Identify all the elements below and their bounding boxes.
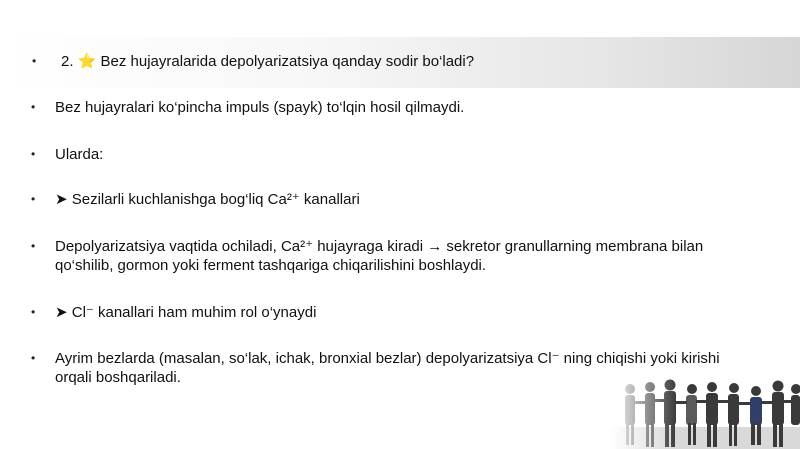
slide-title: 2. ⭐ Bez hujayralarida depolyarizatsiya qanday sodir bo‘ladi?	[61, 53, 475, 70]
bullet-dot: •	[31, 305, 36, 319]
list-item-text: Depolyarizatsiya vaqtida ochiladi, Ca²⁺ hujayraga kiradi → sekretor granullarning membrana bilan qo‘shilib, gormon yoki ferment tashqariga chiqarilishini boshlaydi.	[55, 238, 704, 274]
people-silhouettes-icon	[610, 369, 800, 449]
bullet-dot: •	[31, 192, 36, 206]
list-item-text: ➤ Cl⁻ kanallari ham muhim rol o‘ynaydi	[55, 304, 317, 321]
list-item-text: Ayrim bezlarda (masalan, so‘lak, ichak, bronxial bezlar) depolyarizatsiya Cl⁻ ning chiqishi yoki kirishi orqali boshqariladi.	[55, 350, 720, 386]
list-item-text: ➤ Sezilarli kuchlanishga bog‘liq Ca²⁺ kanallari	[55, 191, 360, 208]
bullet-dot: •	[32, 54, 37, 68]
bullet-dot: •	[31, 239, 36, 253]
bullet-dot: •	[31, 100, 36, 114]
bullet-dot: •	[31, 351, 36, 365]
list-item-text: Ularda:	[55, 146, 104, 163]
list-item-text: Bez hujayralari ko‘pincha impuls (spayk) to‘lqin hosil qilmaydi.	[55, 99, 465, 116]
bullet-dot: •	[31, 147, 36, 161]
